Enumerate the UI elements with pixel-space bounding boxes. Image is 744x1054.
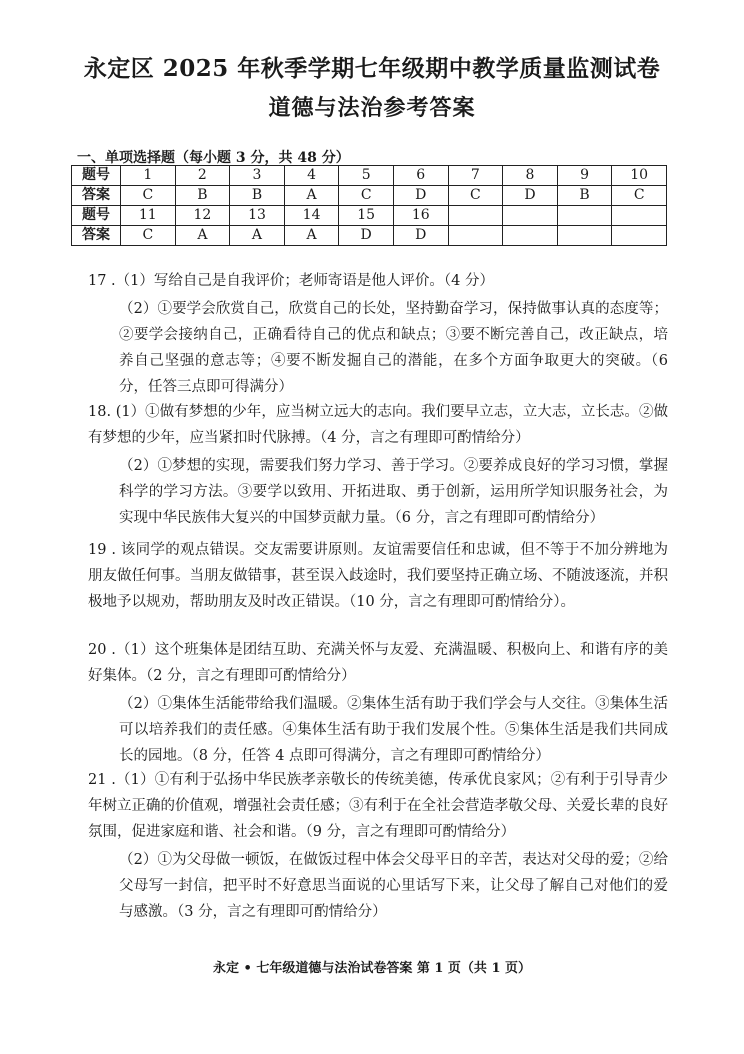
table-cell: D xyxy=(503,186,558,206)
table-row xyxy=(72,166,667,186)
page-footer: 永定 • 七年级道德与法治试卷答案 第 1 页（共 1 页） xyxy=(212,961,532,976)
exam-title: 永定区 2025 年秋季学期七年级期中教学质量监测试卷 xyxy=(83,55,661,82)
table-cell: B xyxy=(557,186,612,206)
table-cell: 13 xyxy=(230,206,285,226)
table-cell xyxy=(503,226,558,246)
table-cell: 11 xyxy=(121,206,176,226)
table-cell: 1 xyxy=(121,166,176,186)
table-cell xyxy=(503,206,558,226)
q21-part1: 21 .（1）①有利于弘扬中华民族孝亲敬长的传统美德，传承优良家风；②有利于引导青少年树立正确的价值观，增强社会责任感；③有利于在全社会营造孝敬父母、关爱长辈的良好氛围，促进家庭和谐、社会和谐。（9 分，言之有理即可酌情给分） xyxy=(88,772,668,840)
row-label: 答案 xyxy=(72,186,121,206)
table-cell: C xyxy=(612,186,667,206)
table-cell: 14 xyxy=(284,206,339,226)
table-cell: 5 xyxy=(339,166,394,186)
exam-subtitle: 道德与法治参考答案 xyxy=(268,95,476,121)
question-19 xyxy=(88,537,668,615)
table-cell: C xyxy=(121,186,176,206)
section1-heading: 一、单项选择题（每小题 3 分，共 48 分） xyxy=(77,150,350,166)
table-cell: C xyxy=(121,226,176,246)
table-cell: 15 xyxy=(339,206,394,226)
q20-part2: （2）①集体生活能带给我们温暖。②集体生活有助于我们学会与人交往。③集体生活可以培养我们的责任感。④集体生活有助于我们发展个性。⑤集体生活是我们共同成长的园地。（8 分，任答 4 点即可得满分，言之有理即可酌情给分） xyxy=(119,696,668,764)
table-cell: 7 xyxy=(448,166,503,186)
table-cell xyxy=(448,226,503,246)
table-cell: 4 xyxy=(284,166,339,186)
question-17 xyxy=(88,268,668,400)
q17-part1: 17 .（1）写给自己是自我评价；老师寄语是他人评价。（4 分） xyxy=(88,273,494,289)
table-cell: A xyxy=(284,186,339,206)
table-cell: A xyxy=(230,226,285,246)
table-cell: 6 xyxy=(393,166,448,186)
question-18 xyxy=(88,399,668,531)
question-20 xyxy=(88,637,668,769)
table-cell: 3 xyxy=(230,166,285,186)
table-cell: 16 xyxy=(393,206,448,226)
q18-part2: （2）①梦想的实现，需要我们努力学习、善于学习。②要养成良好的学习习惯，掌握科学的学习方法。③要学以致用、开拓进取、勇于创新，运用所学知识服务社会，为实现中华民族伟大复兴的中国梦贡献力量。（6 分，言之有理即可酌情给分） xyxy=(119,458,668,526)
table-row xyxy=(72,186,667,206)
row-label: 答案 xyxy=(72,226,121,246)
q21-part2: （2）①为父母做一顿饭，在做饭过程中体会父母平日的辛苦，表达对父母的爱；②给父母写一封信，把平时不好意思当面说的心里话写下来，让父母了解自己对他们的爱与感激。（3 分，言之有理即可酌情给分） xyxy=(119,852,668,920)
table-cell: 10 xyxy=(612,166,667,186)
table-cell xyxy=(612,226,667,246)
table-cell: D xyxy=(339,226,394,246)
table-cell xyxy=(557,226,612,246)
table-cell xyxy=(448,206,503,226)
table-cell xyxy=(612,206,667,226)
table-cell: 12 xyxy=(175,206,230,226)
row-label: 题号 xyxy=(72,166,121,186)
table-cell: B xyxy=(230,186,285,206)
table-cell xyxy=(557,206,612,226)
table-cell: B xyxy=(175,186,230,206)
q18-part1: 18. (1）①做有梦想的少年，应当树立远大的志向。我们要早立志，立大志，立长志。②做有梦想的少年，应当紧扣时代脉搏。（4 分，言之有理即可酌情给分） xyxy=(88,404,668,446)
table-cell: C xyxy=(339,186,394,206)
q17-part2: （2）①要学会欣赏自己，欣赏自己的长处，坚持勤奋学习，保持做事认真的态度等；②要学会接纳自己，正确看待自己的优点和缺点；③要不断完善自己，改正缺点，培养自己坚强的意志等；④要不断发掘自己的潜能，在多个方面争取更大的突破。（6 分，任答三点即可得满分） xyxy=(119,301,668,395)
table-row xyxy=(72,226,667,246)
q19-part1: 19 . 该同学的观点错误。交友需要讲原则。友谊需要信任和忠诚，但不等于不加分辨地为朋友做任何事。当朋友做错事，甚至误入歧途时，我们要坚持正确立场、不随波逐流，并积极地予以规劝，帮助朋友及时改正错误。（10 分，言之有理即可酌情给分）。 xyxy=(88,542,668,610)
row-label: 题号 xyxy=(72,206,121,226)
table-cell: 9 xyxy=(557,166,612,186)
table-cell: A xyxy=(284,226,339,246)
table-cell: D xyxy=(393,226,448,246)
question-21 xyxy=(88,767,668,925)
table-cell: D xyxy=(393,186,448,206)
q20-part1: 20 .（1）这个班集体是团结互助、充满关怀与友爱、充满温暖、积极向上、和谐有序的美好集体。（2 分，言之有理即可酌情给分） xyxy=(88,642,668,684)
table-cell: 8 xyxy=(503,166,558,186)
answer-table xyxy=(71,165,667,246)
table-cell: 2 xyxy=(175,166,230,186)
table-row xyxy=(72,206,667,226)
table-cell: C xyxy=(448,186,503,206)
table-cell: A xyxy=(175,226,230,246)
